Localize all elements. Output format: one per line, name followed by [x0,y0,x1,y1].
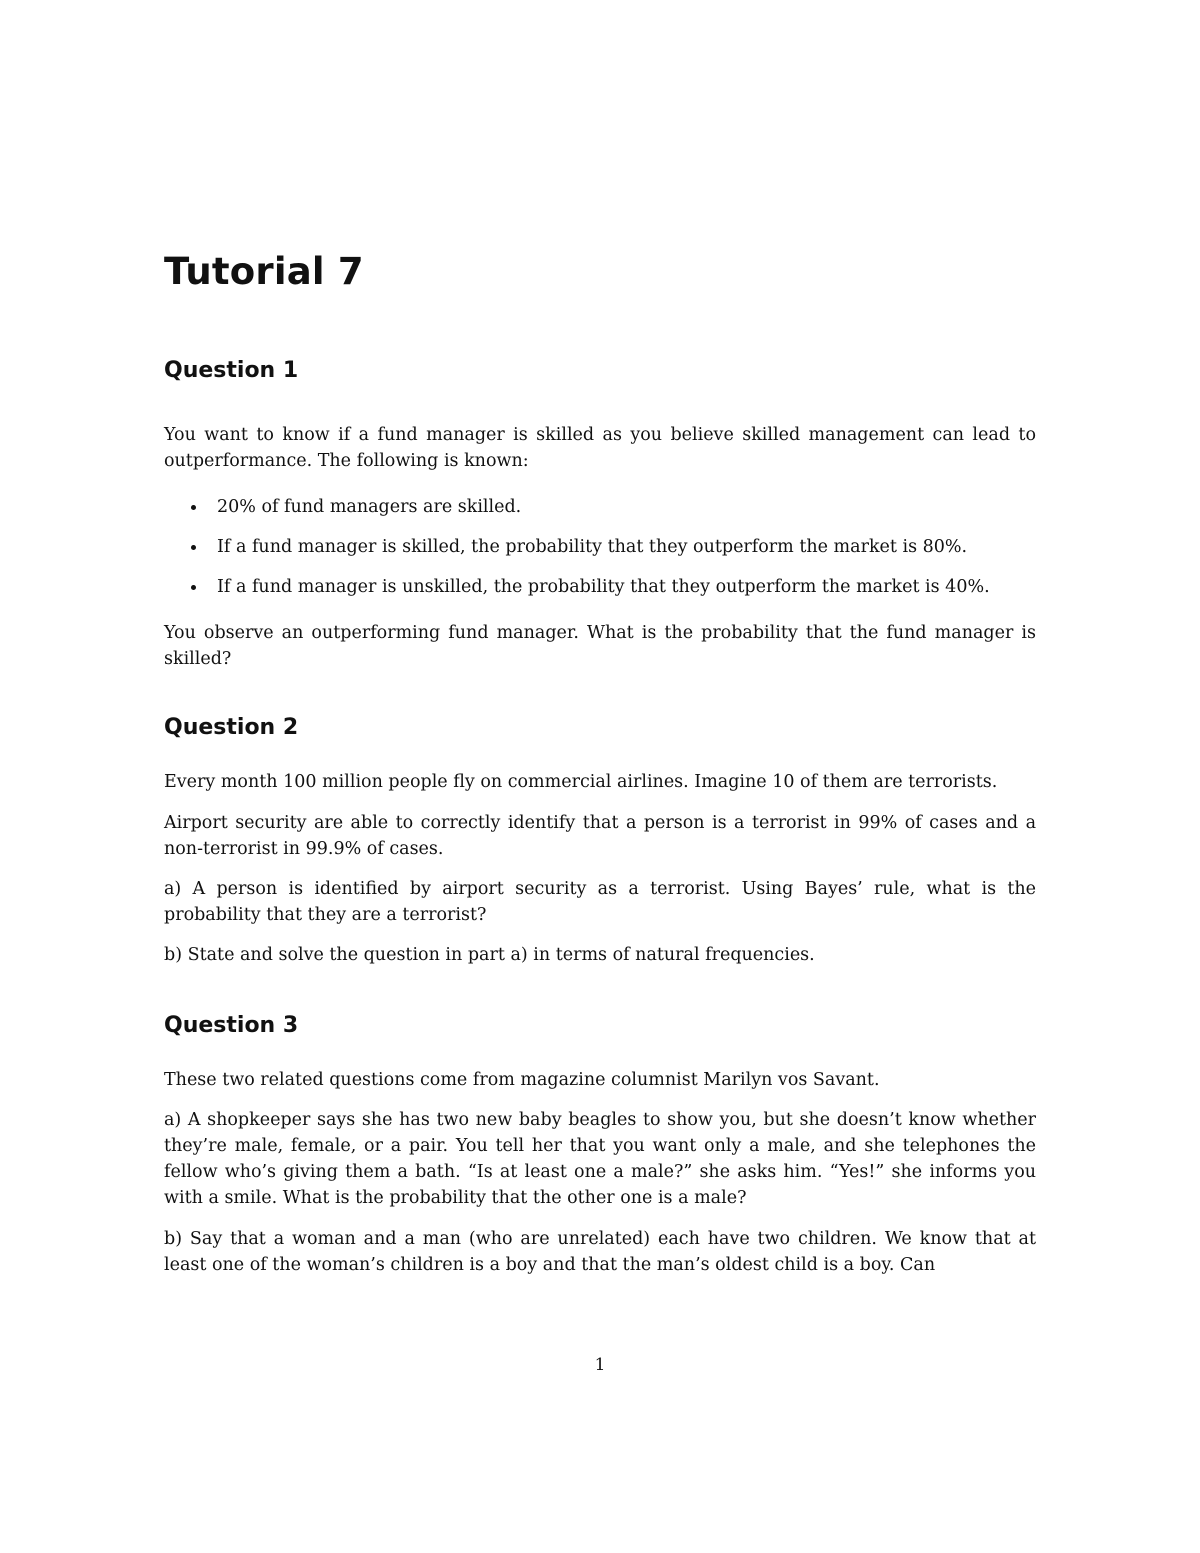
question-1-heading: Question 1 [164,358,299,383]
page-title: Tutorial 7 [164,250,364,293]
bullet-text: If a fund manager is unskilled, the probability that they outperform the market is 40%. [217,577,990,597]
question-1-intro: You want to know if a fund manager is skilled as you believe skilled management can lead to outperformance. The following is known: [164,425,1036,471]
question-2-part-b: b) State and solve the question in part a) in terms of natural frequencies. [164,945,815,965]
question-2-part-a: a) A person is identified by airport security as a terrorist. Using Bayes’ rule, what is the probability that they are a terrorist? [164,879,1036,925]
question-3-intro: These two related questions come from magazine columnist Marilyn vos Savant. [164,1070,880,1090]
bullet-text: 20% of fund managers are skilled. [217,497,522,517]
list-item [164,494,1036,534]
bullet-icon [191,505,196,510]
list-item [164,534,1036,574]
question-3-part-b: b) Say that a woman and a man (who are unrelated) each have two children. We know that at least one of the woman’s children is a boy and that the man’s oldest child is a boy. Can [164,1229,1036,1275]
question-3-heading: Question 3 [164,1013,299,1038]
question-2-paragraph-1: Every month 100 million people fly on commercial airlines. Imagine 10 of them are terrorists. [164,772,998,792]
question-3-part-a: a) A shopkeeper says she has two new baby beagles to show you, but she doesn’t know whether they’re male, female, or a pair. You tell her that you want only a male, and she telephones the fellow who’s giving them a bath. “Is at least one a male?” she asks him. “Yes!” she informs you with a smile. What is the probability that the other one is a male? [164,1110,1036,1208]
bullet-icon [191,585,196,590]
bullet-icon [191,545,196,550]
question-2-heading: Question 2 [164,715,299,740]
page-number: 1 [594,1355,606,1375]
document-page [164,0,1038,1553]
list-item [164,574,1036,614]
question-1-prompt: You observe an outperforming fund manager. What is the probability that the fund manager is skilled? [164,623,1036,669]
question-1-bullet-list [164,494,1036,614]
question-2-paragraph-2: Airport security are able to correctly identify that a person is a terrorist in 99% of cases and a non-terrorist in 99.9% of cases. [164,813,1036,859]
bullet-text: If a fund manager is skilled, the probability that they outperform the market is 80%. [217,537,968,557]
